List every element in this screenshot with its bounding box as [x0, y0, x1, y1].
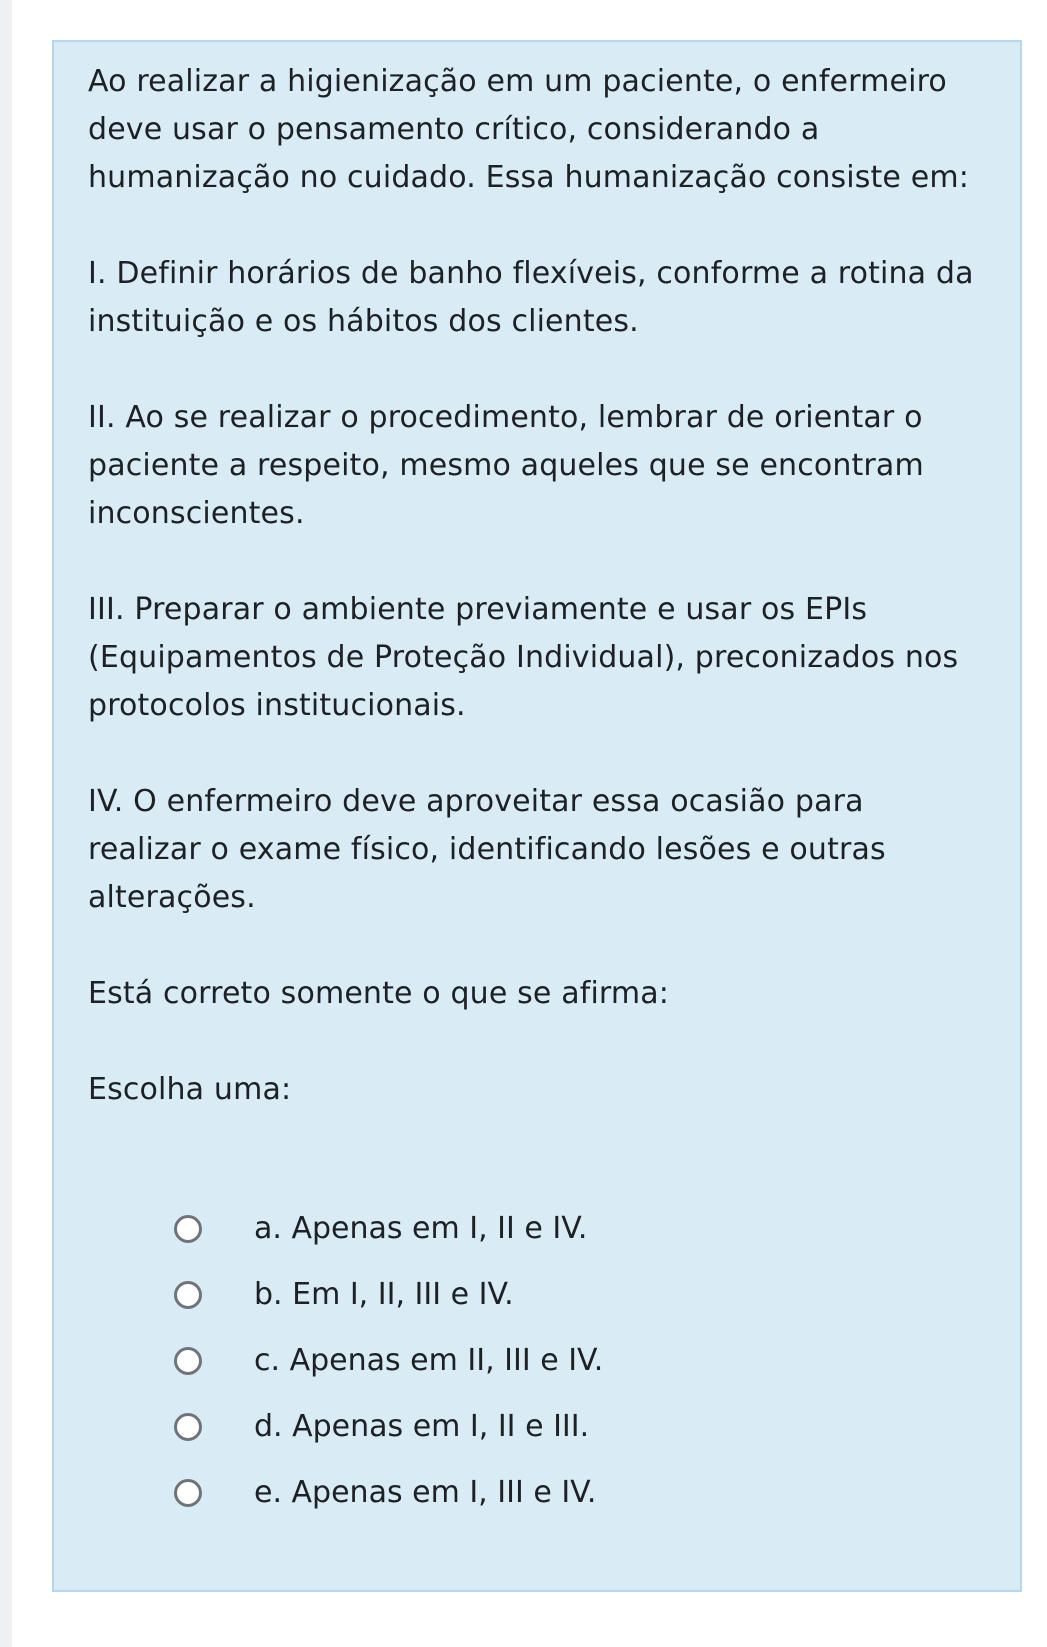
question-prompt: Está correto somente o que se afirma:	[88, 976, 670, 1011]
radio-button-c[interactable]	[174, 1347, 202, 1375]
statement-4: IV. O enfermeiro deve aproveitar essa ocasião para realizar o exame físico, identificando lesões e outras alterações.	[88, 784, 886, 915]
statement-2: II. Ao se realizar o procedimento, lembrar de orientar o paciente a respeito, mesmo aqueles que se encontram inconscientes.	[88, 400, 924, 531]
answer-option-b[interactable]	[174, 1271, 514, 1319]
answer-option-d[interactable]	[174, 1403, 589, 1451]
question-stem: Ao realizar a higienização em um paciente, o enfermeiro deve usar o pensamento crítico, considerando a humanização no cuidado. Essa humanização consiste em:	[88, 64, 969, 195]
answer-label-d: d. Apenas em I, II e III.	[254, 1409, 590, 1444]
statement-3: III. Preparar o ambiente previamente e usar os EPIs (Equipamentos de Proteção Individual), preconizados nos protocolos institucionais.	[88, 592, 959, 723]
answer-label-b: b. Em I, II, III e IV.	[254, 1277, 514, 1312]
answer-label-c: c. Apenas em II, III e IV.	[254, 1343, 604, 1378]
answer-option-e[interactable]	[174, 1469, 596, 1517]
question-card	[52, 40, 1022, 1592]
choose-label: Escolha uma:	[88, 1072, 292, 1107]
answer-option-c[interactable]	[174, 1337, 603, 1385]
statement-1: I. Definir horários de banho flexíveis, conforme a rotina da instituição e os hábitos dos clientes.	[88, 256, 974, 339]
answer-label-e: e. Apenas em I, III e IV.	[254, 1475, 597, 1510]
radio-button-e[interactable]	[174, 1479, 202, 1507]
radio-button-a[interactable]	[174, 1215, 202, 1243]
radio-button-d[interactable]	[174, 1413, 202, 1441]
answer-label-a: a. Apenas em I, II e IV.	[254, 1211, 588, 1246]
left-margin-strip	[0, 0, 12, 1647]
radio-button-b[interactable]	[174, 1281, 202, 1309]
answer-option-a[interactable]	[174, 1205, 587, 1253]
